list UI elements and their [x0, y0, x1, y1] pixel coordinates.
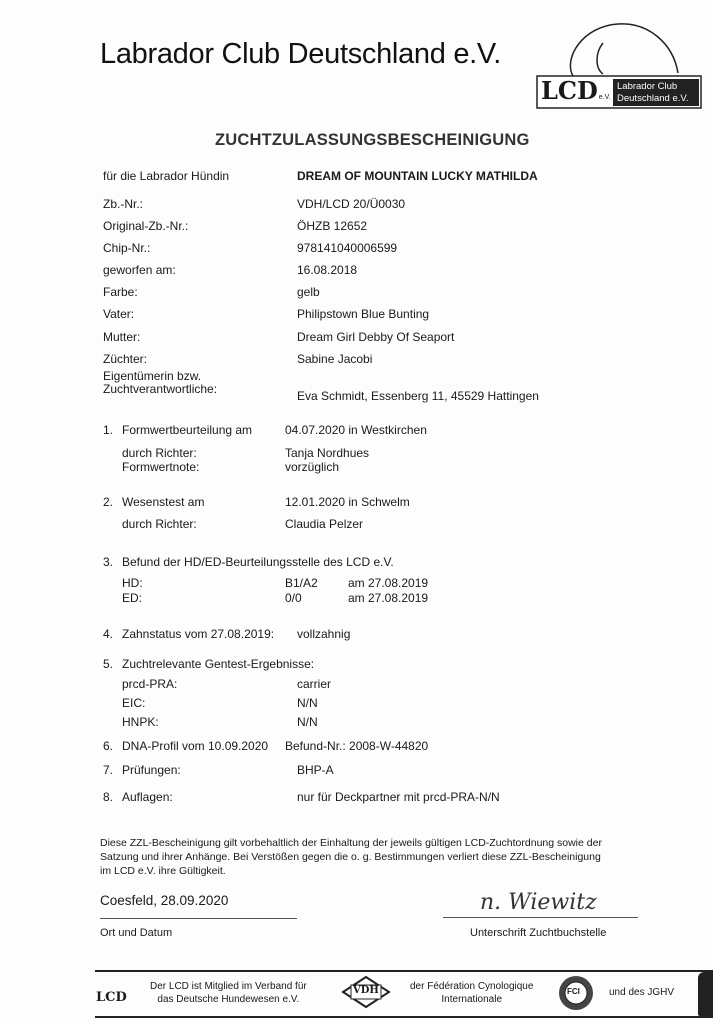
field-label: Original-Zb.-Nr.: — [103, 219, 189, 233]
section-number: 8. — [103, 790, 114, 804]
ed-value: 0/0 — [285, 591, 302, 605]
field-value: Philipstown Blue Bunting — [297, 307, 430, 321]
hd-value: B1/A2 — [285, 576, 318, 590]
fci-logo: FCI — [558, 970, 594, 1016]
judge-value: Tanja Nordhues — [285, 446, 370, 460]
section-label: Zahnstatus vom 27.08.2019: — [122, 627, 275, 641]
dog-name: DREAM OF MOUNTAIN LUCKY MATHILDA — [297, 169, 538, 183]
disclaimer: Diese ZZL-Bescheinigung gilt vorbehaltlich der Einhaltung der jeweils gültigen LCD-Zuchtordnung sowie der Satzung und ihrer Anhänge. Bei Verstößen gegen die o. g. Bestimmungen verliert diese ZZL-Bescheinigung im LCD e.V. ihre Gültigkeit. — [100, 837, 602, 877]
gentest-label: HNPK: — [122, 715, 159, 729]
gentest-value: N/N — [297, 696, 318, 710]
section-label: Zuchtrelevante Gentest-Ergebnisse: — [122, 657, 315, 671]
section-value: nur für Deckpartner mit prcd-PRA-N/N — [297, 790, 500, 804]
field-value: Dream Girl Debby Of Seaport — [297, 330, 455, 344]
ed-date: am 27.08.2019 — [348, 591, 429, 605]
signature-label: Unterschrift Zuchtbuchstelle — [470, 927, 607, 939]
section-number: 2. — [103, 495, 114, 509]
field-value: gelb — [297, 285, 320, 299]
signature: n. Wiewitz — [480, 890, 597, 915]
section-label: DNA-Profil vom 10.09.2020 — [122, 739, 269, 753]
place-date-line — [100, 918, 297, 919]
owner-label: Eigentümerin bzw. Zuchtverantwortliche: — [103, 369, 218, 396]
grade-label: Formwertnote: — [122, 460, 200, 474]
section-number: 7. — [103, 763, 114, 777]
section-label: Befund der HD/ED-Beurteilungsstelle des LCD e.V. — [122, 555, 394, 569]
field-label: Zb.-Nr.: — [103, 197, 144, 211]
section-label: Prüfungen: — [122, 763, 181, 777]
footer-lcd-logo: LCD — [96, 990, 127, 1005]
field-label: Mutter: — [103, 330, 141, 344]
logo-wordmark — [541, 77, 611, 105]
footer-vdh-text: Der LCD ist Mitglied im Verband für das Deutsche Hundewesen e.V. — [150, 981, 307, 1005]
section-number: 6. — [103, 739, 114, 753]
field-label: Farbe: — [103, 285, 138, 299]
gentest-label: EIC: — [122, 696, 146, 710]
field-value: 16.08.2018 — [297, 263, 358, 277]
hd-label: HD: — [122, 576, 143, 590]
place-date-label: Ort und Datum — [100, 927, 173, 939]
field-value: ÖHZB 12652 — [297, 219, 368, 233]
field-label: geworfen am: — [103, 263, 176, 277]
field-value: 978141040006599 — [297, 241, 398, 255]
logo-caption: Labrador Club Deutschland e.V. — [617, 81, 689, 104]
field-label: Züchter: — [103, 352, 148, 366]
field-value: Sabine Jacobi — [297, 352, 373, 366]
section-number: 1. — [103, 423, 114, 437]
gentest-label: prcd-PRA: — [122, 677, 178, 691]
section-label: Wesenstest am — [122, 495, 205, 509]
judge-label: durch Richter: — [122, 446, 197, 460]
section-label: Auflagen: — [122, 790, 173, 804]
field-value: VDH/LCD 20/Ü0030 — [297, 197, 406, 211]
dog-label: für die Labrador Hündin — [103, 169, 230, 183]
section-number: 4. — [103, 627, 114, 641]
section-number: 5. — [103, 657, 114, 671]
gentest-value: carrier — [297, 677, 332, 691]
logo-ev-text: e.V. — [598, 94, 611, 101]
footer-jghv-text: und des JGHV — [609, 987, 675, 998]
lcd-logo — [533, 18, 705, 113]
jghv-dog-icon — [698, 972, 713, 1016]
section-value: 12.01.2020 in Schwelm — [285, 495, 410, 509]
gentest-value: N/N — [297, 715, 318, 729]
section-value: Befund-Nr.: 2008-W-44820 — [285, 739, 429, 753]
signature-line — [443, 917, 638, 918]
section-value: vollzahnig — [297, 627, 351, 641]
vdh-logo: VDH — [341, 975, 391, 1009]
owner-value: Eva Schmidt, Essenberg 11, 45529 Hattingen — [297, 389, 539, 403]
document-title: ZUCHTZULASSUNGSBESCHEINIGUNG — [215, 131, 530, 149]
logo-lcd-text: LCD — [541, 76, 598, 105]
section-value: BHP-A — [297, 763, 334, 777]
hd-date: am 27.08.2019 — [348, 576, 429, 590]
field-label: Chip-Nr.: — [103, 241, 151, 255]
field-label: Vater: — [103, 307, 135, 321]
judge-label: durch Richter: — [122, 517, 197, 531]
grade-value: vorzüglich — [285, 460, 340, 474]
footer-fci-text: der Fédération Cynologique Internationale — [410, 981, 534, 1005]
section-label: Formwertbeurteilung am — [122, 423, 253, 437]
place-date: Coesfeld, 28.09.2020 — [100, 893, 229, 908]
ed-label: ED: — [122, 591, 143, 605]
club-name: Labrador Club Deutschland e.V. — [100, 38, 502, 70]
judge-value: Claudia Pelzer — [285, 517, 364, 531]
section-number: 3. — [103, 555, 114, 569]
footer-top-rule — [95, 970, 713, 972]
footer-bottom-rule — [95, 1016, 713, 1018]
section-value: 04.07.2020 in Westkirchen — [285, 423, 427, 437]
